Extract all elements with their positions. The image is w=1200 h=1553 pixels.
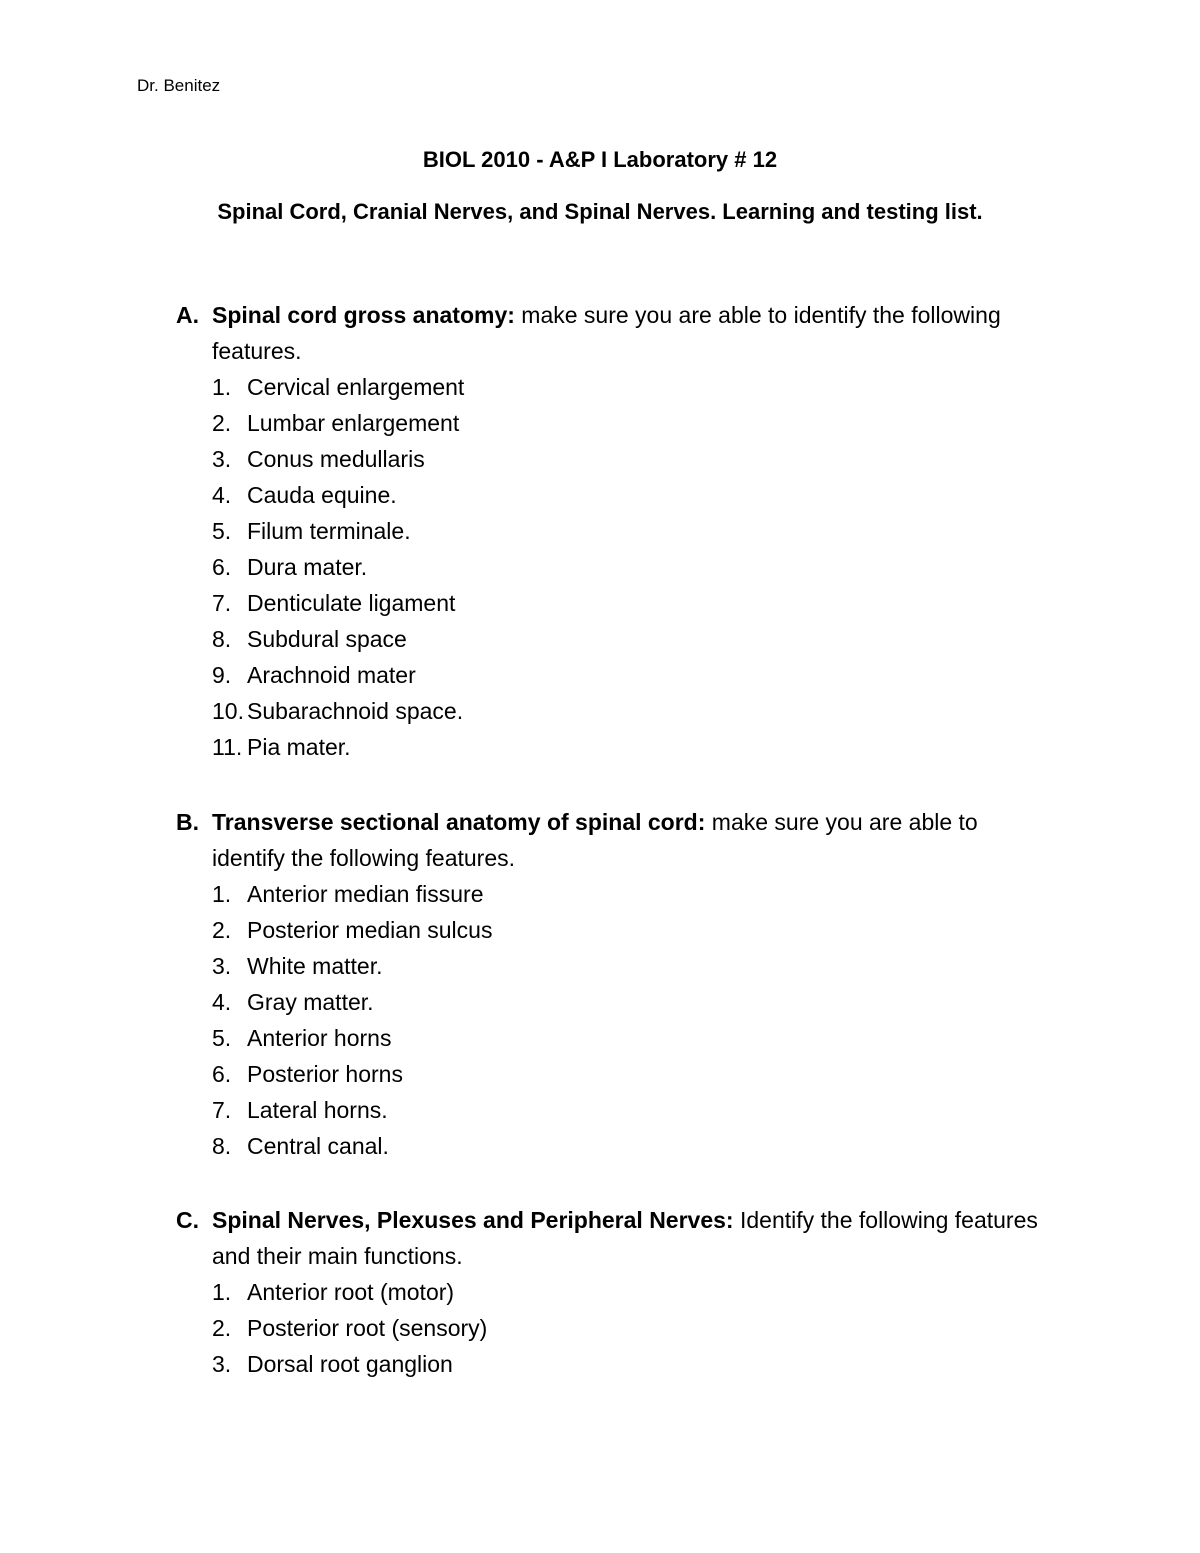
item-text: Posterior root (sensory) [247,1315,488,1341]
item-number: 5. [212,1025,232,1051]
section-bold-title: Spinal cord gross anatomy: [212,302,515,328]
section-instruction: make sure you are able to identify the following features. [212,809,978,871]
list-item [176,1056,1056,1092]
list-item [176,369,1056,405]
list-item [176,1128,1056,1164]
item-text: Subarachnoid space. [247,698,464,724]
list-item [176,405,1056,441]
item-text: Central canal. [247,1133,389,1159]
list-item [176,1274,1056,1310]
list-item [176,693,1056,729]
list-item [176,1092,1056,1128]
item-list [176,369,1056,765]
item-number: 2. [212,1315,232,1341]
item-number: 7. [212,1097,232,1123]
item-number: 6. [212,1061,232,1087]
item-number: 1. [212,374,232,400]
section-b [176,804,1056,1164]
item-text: Pia mater. [247,734,351,760]
list-item [176,1310,1056,1346]
section-bold-title: Transverse sectional anatomy of spinal cord: [212,809,706,835]
item-text: Anterior median fissure [247,881,484,907]
list-item [176,948,1056,984]
section-heading [176,804,1056,876]
item-text: Gray matter. [247,989,374,1015]
section-letter: C. [176,1207,199,1233]
author-header: Dr. Benitez [137,76,221,95]
document-title: BIOL 2010 - A&P I Laboratory # 12 [422,147,778,172]
section-instruction: Identify the following features and their main functions. [212,1207,1038,1269]
section-letter: A. [176,302,199,328]
list-item [176,513,1056,549]
item-number: 5. [212,518,232,544]
section-letter: B. [176,809,199,835]
item-text: Cauda equine. [247,482,397,508]
item-text: Filum terminale. [247,518,411,544]
item-number: 1. [212,881,232,907]
item-number: 4. [212,989,232,1015]
list-item [176,984,1056,1020]
list-item [176,876,1056,912]
item-text: Conus medullaris [247,446,425,472]
item-list [176,1274,1056,1382]
item-number: 9. [212,662,232,688]
list-item [176,621,1056,657]
item-text: Lateral horns. [247,1097,388,1123]
item-number: 10. [212,698,244,724]
section-c [176,1202,1056,1382]
item-number: 2. [212,410,232,436]
item-text: Anterior horns [247,1025,392,1051]
section-heading [176,297,1056,369]
item-text: Posterior horns [247,1061,403,1087]
item-number: 4. [212,482,232,508]
item-number: 2. [212,917,232,943]
section-heading [176,1202,1056,1274]
item-number: 11. [212,734,243,760]
list-item [176,657,1056,693]
list-item [176,441,1056,477]
section-bold-title: Spinal Nerves, Plexuses and Peripheral Nerves: [212,1207,734,1233]
item-text: Cervical enlargement [247,374,465,400]
item-number: 1. [212,1279,232,1305]
list-item [176,549,1056,585]
item-text: Denticulate ligament [247,590,456,616]
item-text: Anterior root (motor) [247,1279,455,1305]
item-text: White matter. [247,953,383,979]
item-text: Dura mater. [247,554,368,580]
list-item [176,729,1056,765]
list-item [176,1346,1056,1382]
section-instruction: make sure you are able to identify the following features. [212,302,1001,364]
item-number: 8. [212,1133,232,1159]
item-text: Arachnoid mater [247,662,416,688]
list-item [176,585,1056,621]
list-item [176,912,1056,948]
item-text: Subdural space [247,626,407,652]
item-number: 6. [212,554,232,580]
item-text: Lumbar enlargement [247,410,460,436]
list-item [176,1020,1056,1056]
list-item [176,477,1056,513]
item-number: 3. [212,1351,232,1377]
item-list [176,876,1056,1164]
item-text: Posterior median sulcus [247,917,493,943]
item-number: 3. [212,953,232,979]
item-number: 8. [212,626,232,652]
item-number: 7. [212,590,232,616]
section-a [176,297,1056,765]
item-number: 3. [212,446,232,472]
document-subtitle: Spinal Cord, Cranial Nerves, and Spinal Nerves. Learning and testing list. [217,199,983,224]
item-text: Dorsal root ganglion [247,1351,453,1377]
